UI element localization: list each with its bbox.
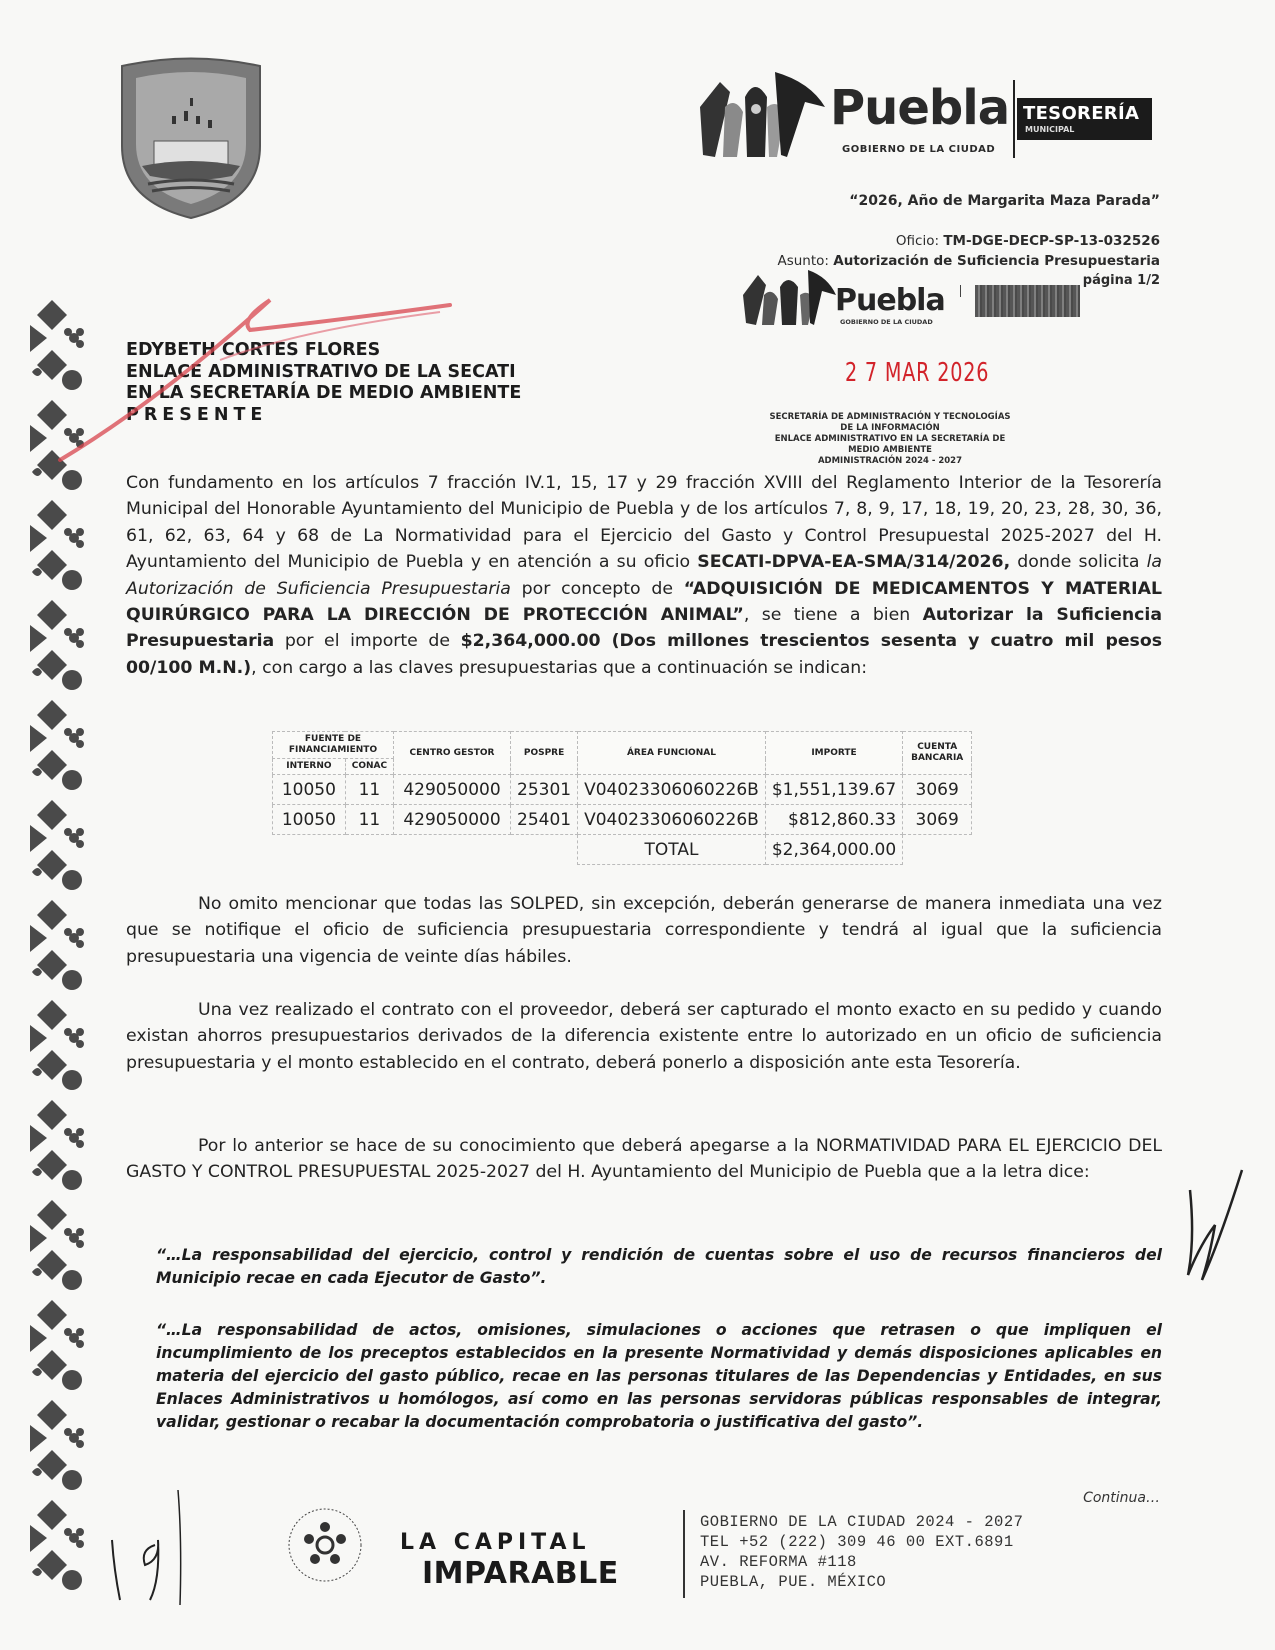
addressee-block — [126, 340, 521, 426]
puebla-treasury-logo — [695, 62, 1155, 162]
year-motto: “2026, Año de Margarita Maza Parada” — [849, 193, 1160, 209]
paragraph-contract: Una vez realizado el contrato con el proveedor, deberá ser capturado el monto exacto en su pedido y cuando existan ahorros presupuestarios derivados de la diferencia existente entre lo autorizado en un oficio de suficiencia presupuestaria y el monto establecido en el contrato, deberá ponerlo a disposición ante esta Tesorería. — [126, 1000, 1162, 1073]
text-run: Con fundamento en los artículos 7 fracción IV.1, 15, 17 y 29 fracción XVIII del Reglamento Interior de la Tesorería Municipal del Honorable Ayuntamiento del Municipio de Puebla y de los artículos 7, 8, 9, 17, 18, 19, 20, 23, 28, 30, 36, 61, 62, 63, 64 y 68 de La Normatividad para el Ejercicio del Gasto y Control Presupuestal 2025-2027 del H. Ayuntamiento del Municipio de Puebla y en atención a su oficio — [126, 473, 1162, 573]
table-header-row — [273, 732, 972, 759]
handwritten-initials — [1170, 1150, 1250, 1300]
cell-conac: 11 — [345, 775, 393, 805]
cell-centro-gestor: 429050000 — [394, 805, 511, 835]
treasury-subtitle: MUNICIPAL — [1025, 125, 1075, 134]
cell-importe: $1,551,139.67 — [765, 775, 902, 805]
cell-interno: 10050 — [273, 805, 346, 835]
stamp-org-line: DE LA INFORMACIÓN — [840, 423, 940, 433]
addressee-title: ENLACE ADMINISTRATIVO DE LA SECATI — [126, 361, 516, 382]
text-run: por concepto de — [510, 578, 684, 599]
cell-centro-gestor: 429050000 — [394, 775, 511, 805]
header-cuenta-bancaria: CUENTA BANCARIA — [903, 732, 972, 775]
reception-date-stamp: 2 7 MAR 2026 — [845, 358, 990, 388]
header-centro-gestor: CENTRO GESTOR — [394, 732, 511, 775]
stamp-org-line: SECRETARÍA DE ADMINISTRACIÓN Y TECNOLOGÍAS — [769, 412, 1011, 422]
contact-line: AV. REFORMA #118 — [700, 1553, 857, 1571]
addressee-title: EN LA SECRETARÍA DE MEDIO AMBIENTE — [126, 383, 522, 403]
border-motif — [30, 1500, 84, 1590]
labor-equality-seal-icon — [285, 1505, 365, 1585]
border-motif — [30, 600, 84, 690]
slogan-top: LA CAPITAL — [400, 1530, 591, 1555]
authorization-phrase: Autorizar la Suficiencia Presupuestaria — [126, 605, 1162, 652]
table-total-row — [273, 835, 972, 865]
oficio-number: TM-DGE-DECP-SP-13-032526 — [943, 233, 1160, 249]
treasury-title: TESORERÍA — [1023, 103, 1140, 124]
continua-label: Continua… — [1083, 1490, 1160, 1506]
cell-interno: 10050 — [273, 775, 346, 805]
border-motif — [30, 1000, 84, 1090]
quote-responsibility-1: “…La responsabilidad del ejercicio, control y rendición de cuentas sobre el uso de recursos financieros del Municipio recae en cada Ejecutor de Gasto”. — [156, 1246, 1162, 1287]
cell-conac: 11 — [345, 805, 393, 835]
contact-line: GOBIERNO DE LA CIUDAD 2024 - 2027 — [700, 1513, 1024, 1531]
addressee-name: EDYBETH CORTES FLORES — [126, 340, 381, 360]
logo-wordmark: Puebla — [830, 80, 1010, 136]
paragraph-solped: No omito mencionar que todas las SOLPED, sin excepción, deberán generarse de manera inmediata una vez que se notifique el oficio de suficiencia presupuestaria correspondiente y tendrá al igual que la suficiencia presupuestaria una vigencia de veinte días hábiles. — [126, 894, 1162, 967]
cell-importe: $812,860.33 — [765, 805, 902, 835]
empty-cell — [273, 835, 346, 865]
text-run: , se tiene a bien — [743, 605, 923, 626]
stamp-wordmark: Puebla — [835, 283, 945, 318]
slogan-bottom: IMPARABLE — [422, 1556, 619, 1591]
oficio-label: Oficio: — [895, 233, 940, 249]
oficio-reference: SECATI-DPVA-EA-SMA/314/2026, — [697, 552, 1011, 573]
logo-divider — [1013, 80, 1015, 158]
text-run: , con cargo a las claves presupuestarias que a continuación se indican: — [251, 657, 868, 678]
authorized-amount: $2,364,000.00 (Dos millones trescientos sesenta y cuatro mil pesos 00/100 M.N.) — [126, 631, 1162, 678]
stamp-org-line: ENLACE ADMINISTRATIVO EN LA SECRETARÍA DE — [774, 434, 1006, 444]
total-label: TOTAL — [578, 835, 766, 865]
stamp-subtitle: GOBIERNO DE LA CIUDAD — [840, 318, 933, 326]
border-motif — [30, 900, 84, 990]
border-motif — [30, 1200, 84, 1290]
header-fuente: FUENTE DE FINANCIAMIENTO — [273, 732, 394, 759]
footer-divider — [683, 1510, 685, 1598]
logo-subtitle: GOBIERNO DE LA CIUDAD — [842, 144, 996, 155]
table-row — [273, 775, 972, 805]
border-motif — [30, 1300, 84, 1390]
table-row — [273, 805, 972, 835]
total-value: $2,364,000.00 — [765, 835, 902, 865]
text-run-italic: la Autorización de Suficiencia Presupuestaria — [126, 552, 1162, 599]
contact-line: PUEBLA, PUE. MÉXICO — [700, 1573, 887, 1591]
border-motif — [30, 1400, 84, 1490]
addressee-presente: PRESENTE — [126, 404, 268, 425]
reception-stamp-org — [760, 412, 1020, 467]
paragraph-authorization — [126, 470, 1162, 681]
border-motif — [30, 500, 84, 590]
handwritten-signature — [100, 1480, 190, 1610]
cell-pospre: 25401 — [511, 805, 578, 835]
oficio-line — [896, 233, 1160, 249]
paragraph-normatividad: Por lo anterior se hace de su conocimiento que deberá apegarse a la NORMATIVIDAD PARA EL EJERCICIO DEL GASTO Y CONTROL PRESUPUESTAL 2025-2027 del H. Ayuntamiento del Municipio de Puebla que a la letra dice: — [126, 1136, 1162, 1183]
border-motif — [30, 700, 84, 790]
border-motif — [30, 1100, 84, 1190]
asunto-label: Asunto: — [777, 253, 829, 269]
asunto-text: Autorización de Suficiencia Presupuestaria — [833, 253, 1160, 269]
footer-contact — [700, 1512, 1023, 1592]
empty-cell — [345, 835, 393, 865]
stamp-org-line: ADMINISTRACIÓN 2024 - 2027 — [817, 456, 963, 466]
border-motif — [30, 400, 84, 490]
cell-pospre: 25301 — [511, 775, 578, 805]
treasury-badge — [1017, 98, 1152, 140]
text-run: por el importe de — [274, 631, 461, 652]
contact-line: TEL +52 (222) 309 46 00 EXT.6891 — [700, 1533, 1014, 1551]
empty-cell — [511, 835, 578, 865]
header-interno: INTERNO — [273, 759, 346, 775]
text-run: donde solicita — [1010, 552, 1147, 573]
concept-title: “ADQUISICIÓN DE MEDICAMENTOS Y MATERIAL QUIRÚRGICO PARA LA DIRECCIÓN DE PROTECCIÓN ANIMAL” — [126, 578, 1163, 626]
header-pospre: POSPRE — [511, 732, 578, 775]
stamp-line — [960, 285, 961, 297]
border-motif — [30, 800, 84, 890]
quote-responsibility-2: “…La responsabilidad de actos, omisiones, simulaciones o acciones que retrasen o que impliquen el incumplimiento de los preceptos establecidos en la presente Normatividad y demás disposiciones aplicables en materia del ejercicio del gasto público, recae en las personas titulares de las Dependencias y Entidades, en sus Enlaces Administrativos u homólogos, así como en las personas servidoras públicas responsables de integrar, validar, gestionar o recabar la documentación comprobatoria o justificativa del gasto”. — [156, 1321, 1162, 1431]
empty-cell — [394, 835, 511, 865]
cell-area-funcional: V04023306060226B — [578, 775, 766, 805]
city-seal-icon — [112, 56, 270, 221]
page-indicator: página 1/2 — [1082, 273, 1160, 288]
cell-cuenta: 3069 — [903, 805, 972, 835]
header-area-funcional: ÁREA FUNCIONAL — [578, 732, 766, 775]
stamp-org-line: MEDIO AMBIENTE — [848, 445, 932, 455]
decorative-border — [22, 300, 102, 1600]
stamp-smudge — [975, 285, 1080, 317]
cell-cuenta: 3069 — [903, 775, 972, 805]
empty-cell — [903, 835, 972, 865]
budget-keys-table — [272, 731, 972, 865]
header-conac: CONAC — [345, 759, 393, 775]
city-landmarks-icon — [695, 67, 830, 157]
cell-area-funcional: V04023306060226B — [578, 805, 766, 835]
header-importe: IMPORTE — [765, 732, 902, 775]
